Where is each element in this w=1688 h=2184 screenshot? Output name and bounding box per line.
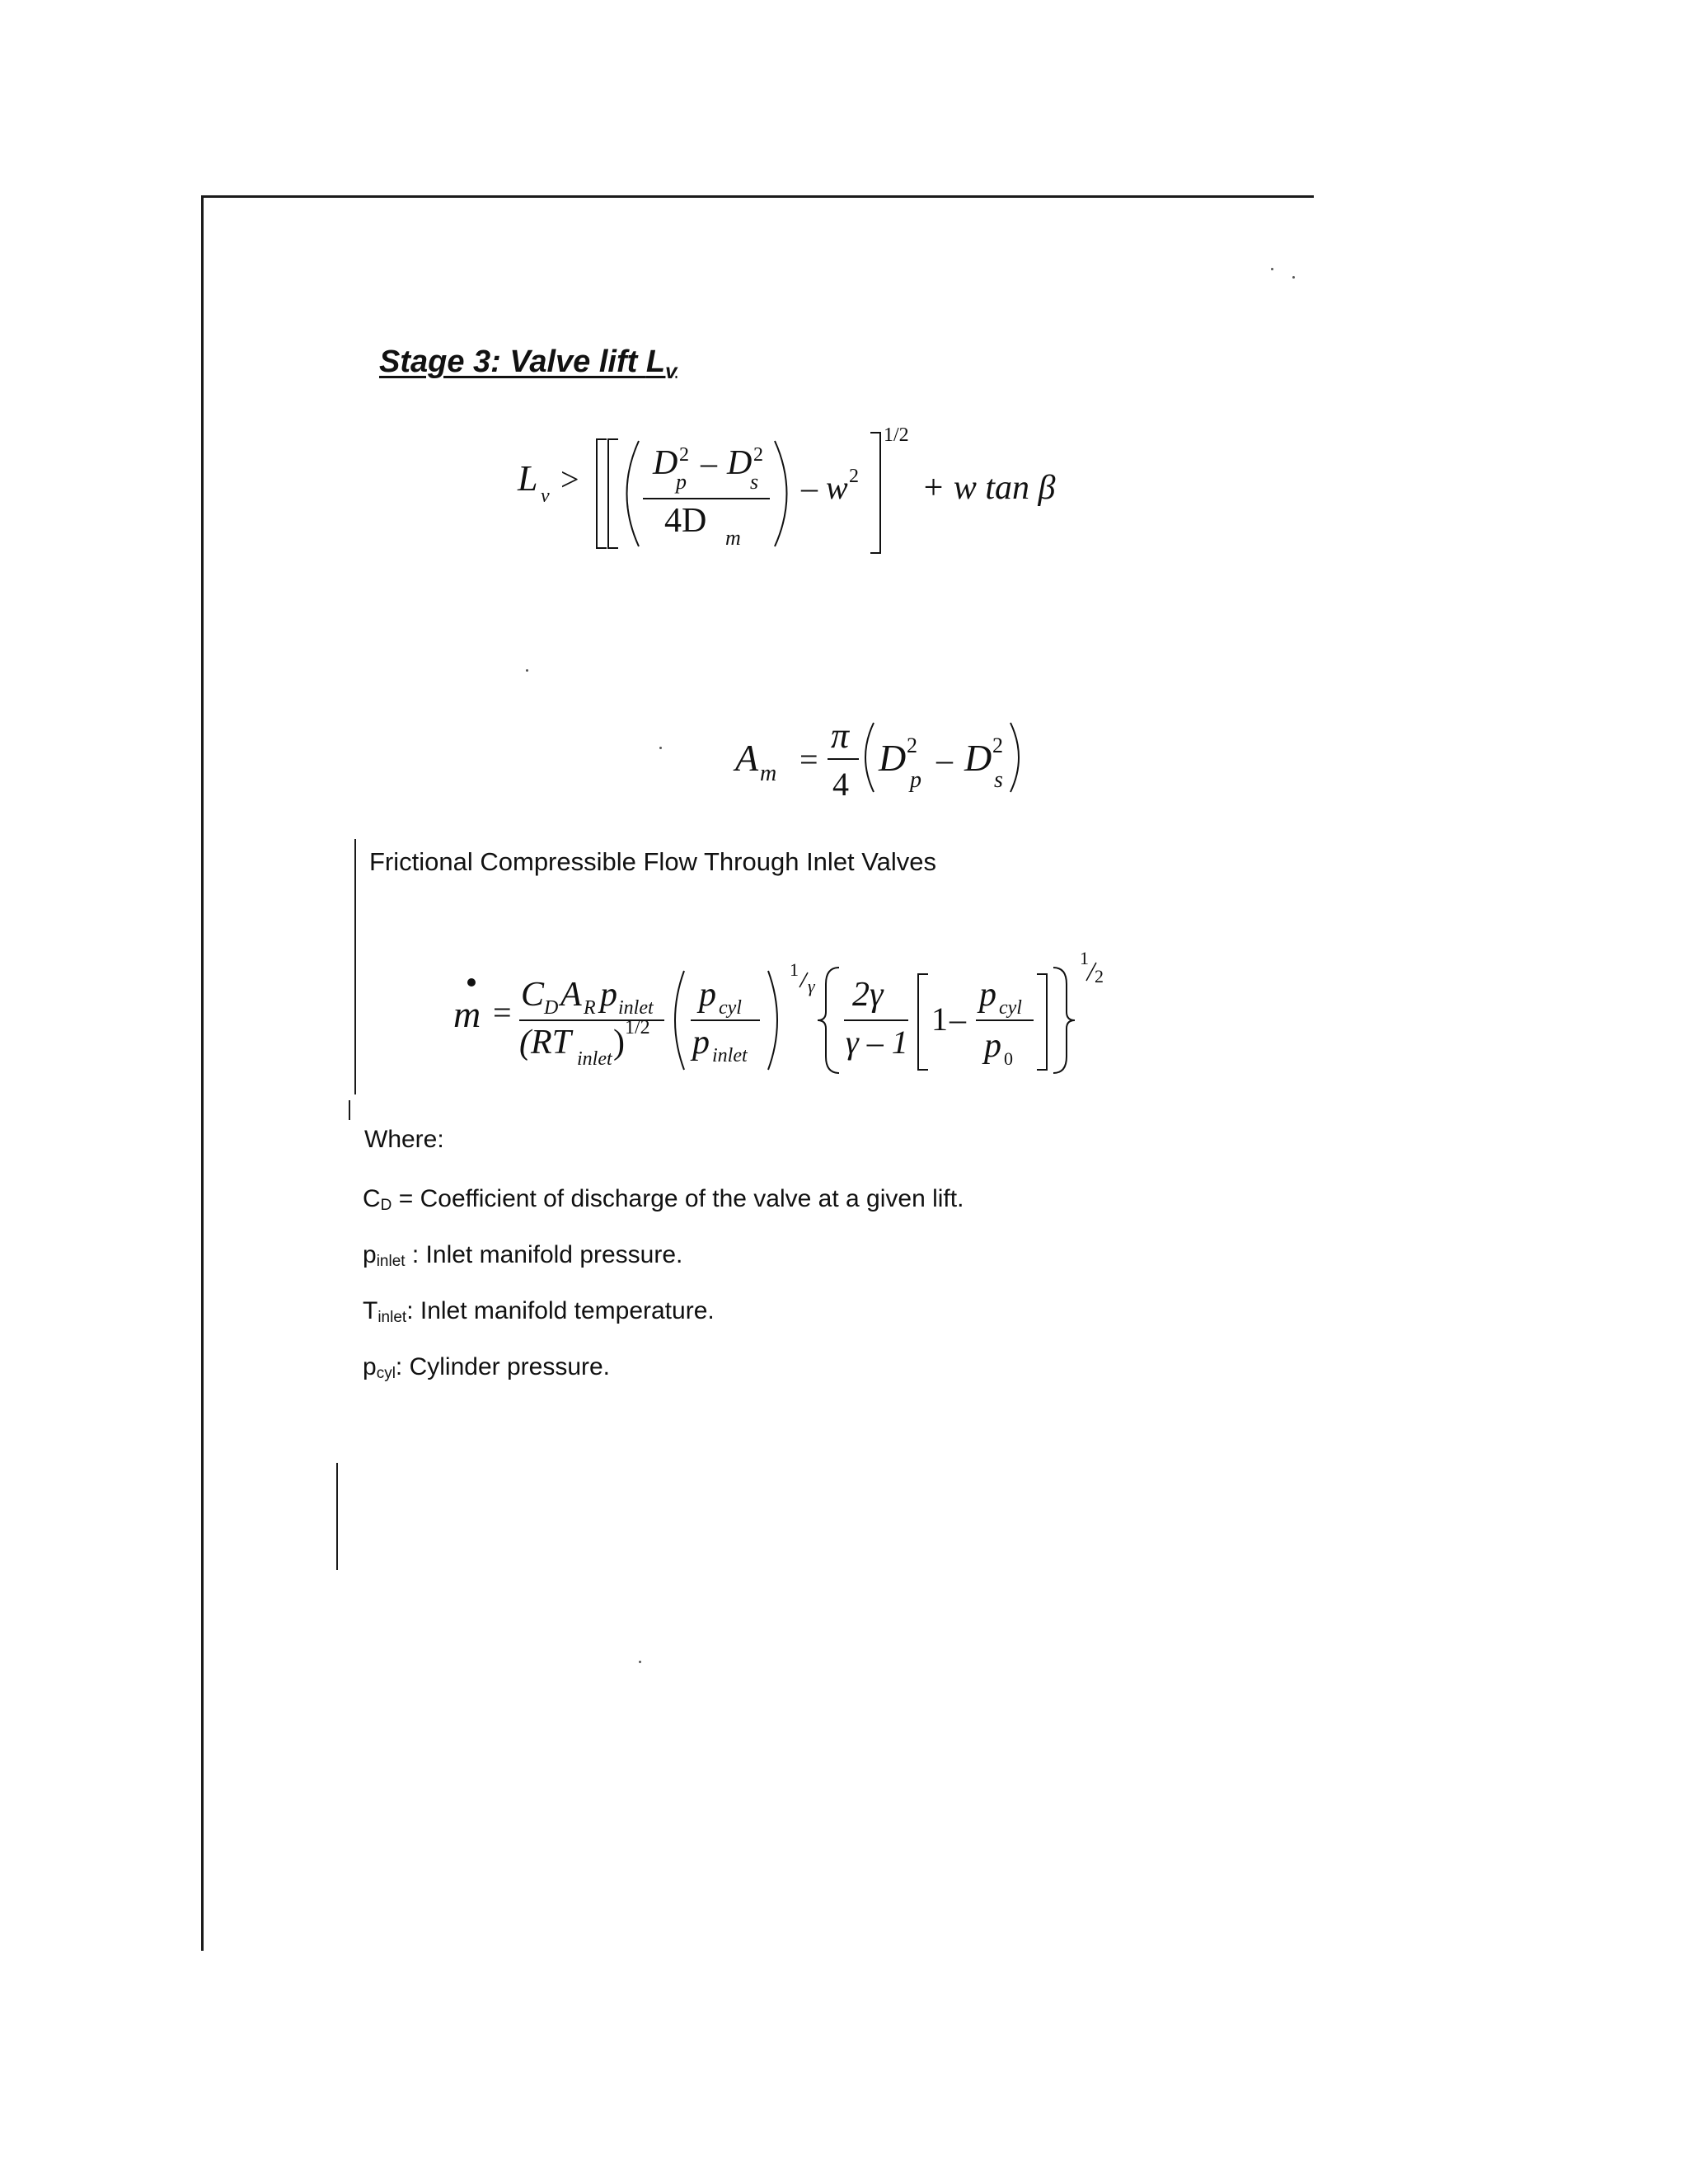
eq1-sq1: 2 [679,444,689,466]
eq3-inner-bottom: p [984,1027,1001,1065]
eq3-gamma-top: 2γ [852,976,884,1014]
eq3-num-a-sub: R [584,997,596,1019]
eq2-d2: D [964,737,992,779]
page-heading: Stage 3: Valve lift $L_v$ [379,344,678,383]
eq3-ratio-top: p [699,976,716,1014]
eq1-minus: – [701,444,717,481]
eq3-bracket-open [918,974,928,1070]
eq2-lhs-sub: m [760,761,777,786]
eq2-paren-close [1010,723,1019,792]
eq1-denominator: 4D [664,502,707,540]
eq3-num-a: A [560,976,582,1014]
eq2-d1: D [879,737,907,779]
eq1-bracket-close [870,433,880,553]
eq3-equals: = [493,994,512,1031]
definition-pinlet: $p_{inlet}$ : Inlet manifold pressure. [363,1241,683,1270]
eq1-relation: > [560,461,579,498]
eq3-brace-close [1053,968,1075,1073]
margin-mark-2 [349,1100,350,1120]
eq1-lhs-sub: v [541,485,550,507]
eq3-ratio-exp-slash [799,972,808,987]
eq2-sub-p: p [910,767,921,793]
eq1-w-square: 2 [849,466,859,487]
eq2-sq1: 2 [907,733,917,757]
equation-area [725,705,1071,820]
eq2-sq2: 2 [992,733,1003,757]
eq3-lhs: m [453,993,481,1035]
eq3-gamma-bottom: γ – 1 [846,1024,908,1061]
page-border-left [201,195,204,1951]
eq1-paren-open [627,441,640,546]
eq1-num-d1: D [653,444,678,482]
eq3-outer-exp-top: 1 [1080,948,1089,968]
margin-mark-3 [336,1463,338,1570]
eq2-lhs: A [735,737,759,779]
eq1-sq2: 2 [753,444,763,466]
scan-speck [1271,268,1273,270]
eq1-sub-p: p [676,470,687,494]
eq1-sub-s: s [750,470,759,494]
eq3-den-rt: (RT [519,1024,571,1062]
eq1-lhs: L [518,458,538,499]
eq3-one: 1 [931,1001,948,1038]
where-label: Where: [364,1126,444,1153]
eq3-num-c-sub: D [544,997,559,1019]
scan-speck [1292,276,1295,279]
scan-speck [659,747,662,749]
eq1-num-d2: D [727,444,753,482]
definition-cd: $C_D$ = Coefficient of discharge of the valve at a given lift. [363,1185,964,1214]
page-border-top [201,195,1314,198]
eq1-exponent: 1/2 [884,424,909,446]
eq3-inner-bottom-sub: 0 [1004,1048,1013,1069]
eq1-tail: + w tan β [921,469,1056,507]
eq3-dot [467,978,476,987]
eq3-ratio-exp-top: 1 [790,959,799,980]
eq3-num-p: p [600,976,617,1014]
equation-mass-flow [445,948,1121,1096]
section-title: Frictional Compressible Flow Through Inlet Valves [369,847,937,876]
eq3-outer-exp-bottom: 2 [1095,966,1104,987]
eq3-brace-open [818,968,839,1073]
eq3-ratio-paren-close [768,971,777,1070]
scan-speck [526,669,528,672]
equation-valve-lift [495,416,1088,565]
eq1-bracket-open-outer [597,439,607,548]
eq3-inner-minus: – [950,1001,966,1038]
eq3-ratio-exp-bottom: γ [808,976,815,996]
eq1-denominator-sub: m [725,526,741,550]
definition-tinlet: $T_{inlet}$: Inlet manifold temperature. [363,1297,715,1326]
eq1-bracket-open-inner [608,439,618,548]
eq3-inner-top: p [979,976,996,1014]
eq3-ratio-bottom: p [692,1024,710,1062]
eq2-sub-s: s [994,767,1003,793]
eq3-num-p-sub: inlet [618,997,654,1019]
eq2-paren-open [865,723,874,792]
eq2-equals: = [799,741,818,778]
eq3-ratio-bottom-sub: inlet [712,1045,748,1066]
eq2-pi: π [831,715,850,756]
scan-speck [639,1661,641,1663]
definition-pcyl: $p_{cyl}$: Cylinder pressure. [363,1353,611,1382]
margin-mark-1 [354,839,356,1094]
eq2-minus: – [936,741,953,778]
eq1-w-term: – w [801,469,848,506]
eq3-ratio-top-sub: cyl [719,997,742,1019]
eq3-den-close: ) [613,1024,625,1062]
eq2-four: 4 [832,766,849,803]
eq3-den-t-sub: inlet [577,1048,612,1070]
eq3-ratio-paren-open [675,971,684,1070]
eq3-num-c: C [521,976,545,1014]
eq3-inner-top-sub: cyl [999,997,1022,1019]
eq1-paren-close [775,441,787,546]
eq3-den-exp: 1/2 [625,1017,650,1038]
eq3-bracket-close [1037,974,1047,1070]
